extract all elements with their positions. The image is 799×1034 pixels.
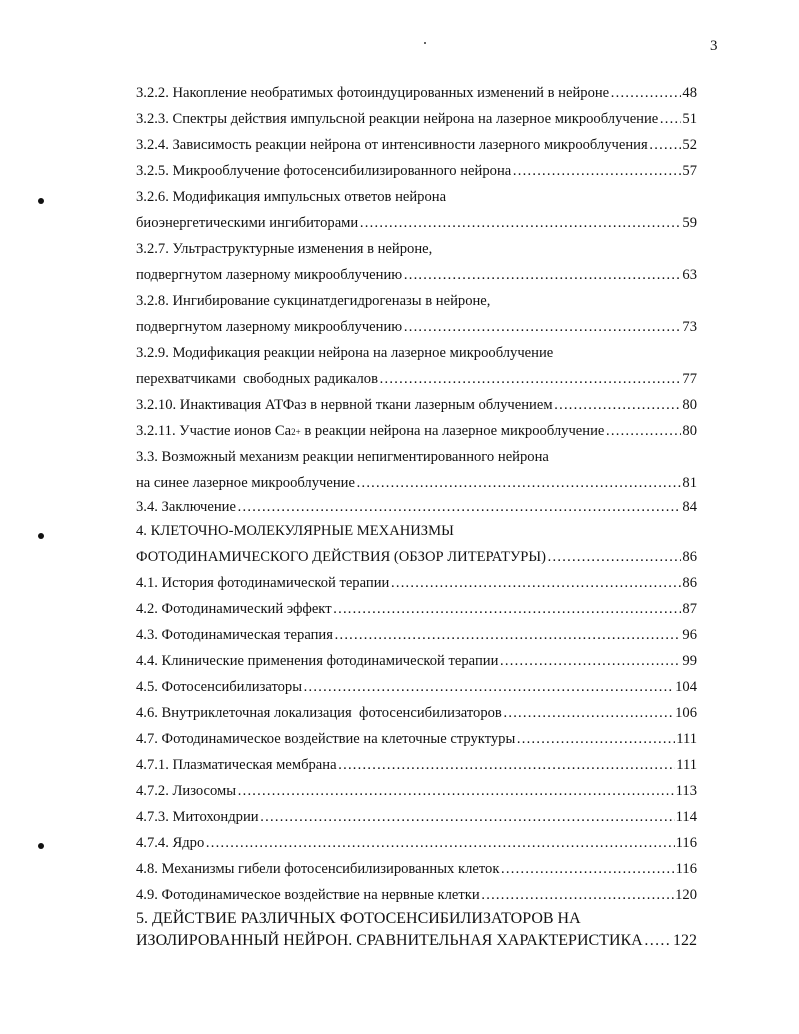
dot-leader bbox=[644, 930, 672, 952]
dot-leader bbox=[359, 210, 681, 236]
toc-entry-title: 4.6. Внутриклеточная локализация фотосенсибилизаторов bbox=[136, 705, 502, 721]
dot-leader bbox=[649, 132, 682, 158]
toc-entry-title: 3.2.5. Микрооблучение фотосенсибилизированного нейрона bbox=[136, 163, 512, 179]
toc-page-number: 116 bbox=[675, 835, 697, 851]
toc-entry-title: 4.3. Фотодинамическая терапия bbox=[136, 627, 333, 643]
toc-entry[interactable] bbox=[136, 392, 697, 418]
toc-page-number: 86 bbox=[682, 549, 697, 565]
binder-hole-mark bbox=[38, 843, 44, 849]
toc-entry[interactable] bbox=[136, 106, 697, 132]
toc-entry[interactable] bbox=[136, 830, 697, 856]
dot-leader bbox=[260, 804, 675, 830]
toc-entry-title-cont: в реакции нейрона на лазерное микрооблучение bbox=[300, 423, 605, 439]
toc-entry-title: ФОТОДИНАМИЧЕСКОГО ДЕЙСТВИЯ (ОБЗОР ЛИТЕРАТУРЫ) bbox=[136, 549, 546, 565]
toc-entry[interactable] bbox=[136, 544, 697, 570]
toc-entry-title: 3.2.2. Накопление необратимых фотоиндуцированных изменений в нейроне bbox=[136, 85, 610, 101]
toc-entry[interactable] bbox=[136, 80, 697, 106]
toc-entry-title: 3.2.8. Ингибирование сукцинатдегидрогеназы в нейроне, bbox=[136, 293, 491, 309]
toc-entry-title: 3.2.3. Спектры действия импульсной реакции нейрона на лазерное микрооблучение bbox=[136, 111, 659, 127]
dot-leader bbox=[356, 470, 681, 496]
toc-entry-title: 3.2.9. Модификация реакции нейрона на лазерное микрооблучение bbox=[136, 345, 554, 361]
dot-leader bbox=[500, 856, 674, 882]
dot-leader bbox=[516, 726, 675, 752]
toc-entry[interactable] bbox=[136, 726, 697, 752]
toc-entry-title: биоэнергетическими ингибиторами bbox=[136, 215, 359, 231]
toc-page-number: 111 bbox=[676, 731, 697, 747]
toc-page-number: 120 bbox=[675, 887, 697, 903]
toc-entry-title: 5. ДЕЙСТВИЕ РАЗЛИЧНЫХ ФОТОСЕНСИБИЛИЗАТОРОВ НА bbox=[136, 910, 581, 927]
toc-entry[interactable] bbox=[136, 804, 697, 830]
dot-leader bbox=[338, 752, 676, 778]
toc-entry-title: 4.8. Механизмы гибели фотосенсибилизированных клеток bbox=[136, 861, 500, 877]
toc-entry-title: 4.7.1. Плазматическая мембрана bbox=[136, 757, 337, 773]
toc-entry-title: подвергнутом лазерному микрооблучению bbox=[136, 267, 403, 283]
toc-entry[interactable] bbox=[136, 622, 697, 648]
binder-hole-mark bbox=[38, 198, 44, 204]
toc-entry[interactable] bbox=[136, 752, 697, 778]
toc-page-number: 87 bbox=[682, 601, 697, 617]
toc-entry[interactable] bbox=[136, 366, 697, 392]
toc-entry-title: 3.3. Возможный механизм реакции непигментированного нейрона bbox=[136, 449, 549, 465]
toc-entry[interactable] bbox=[136, 518, 697, 544]
toc-entry[interactable] bbox=[136, 856, 697, 882]
page-number: 3 bbox=[710, 38, 718, 54]
toc-page-number: 73 bbox=[682, 319, 697, 335]
toc-entry-title: на синее лазерное микрооблучение bbox=[136, 475, 355, 491]
toc-page-number: 99 bbox=[682, 653, 697, 669]
toc-page-number: 122 bbox=[673, 932, 697, 949]
dot-leader bbox=[605, 418, 681, 444]
toc-entry-title: 4.5. Фотосенсибилизаторы bbox=[136, 679, 303, 695]
toc-entry-title: 3.4. Заключение bbox=[136, 499, 236, 515]
toc-page-number: 96 bbox=[682, 627, 697, 643]
dot-leader bbox=[403, 314, 681, 340]
toc-page-number: 63 bbox=[682, 267, 697, 283]
toc-entry[interactable] bbox=[136, 444, 697, 470]
dot-leader bbox=[659, 106, 681, 132]
toc-entry[interactable] bbox=[136, 908, 697, 930]
toc-entry-title: 4.7.4. Ядро bbox=[136, 835, 205, 851]
table-of-contents bbox=[136, 80, 697, 952]
toc-page-number: 84 bbox=[682, 499, 697, 515]
toc-entry-title: 4.1. История фотодинамической терапии bbox=[136, 575, 390, 591]
toc-page-number: 80 bbox=[682, 423, 697, 439]
toc-entry[interactable] bbox=[136, 470, 697, 496]
dot-leader bbox=[403, 262, 681, 288]
toc-entry-title: 4.4. Клинические применения фотодинамической терапии bbox=[136, 653, 499, 669]
toc-entry[interactable] bbox=[136, 210, 697, 236]
toc-entry-title: 3.2.11. Участие ионов Ca bbox=[136, 423, 292, 439]
toc-entry-title: 4.7.3. Митохондрии bbox=[136, 809, 259, 825]
toc-page-number: 80 bbox=[682, 397, 697, 413]
toc-page-number: 106 bbox=[675, 705, 697, 721]
toc-entry[interactable] bbox=[136, 496, 697, 518]
dot-leader bbox=[379, 366, 681, 392]
toc-entry[interactable]: 3.2.11. Участие ионов Ca 2+ в реакции нейрона на лазерное микрооблучение …………………………………………………………………………………………………………………………………………………… 80 bbox=[136, 418, 697, 444]
toc-page-number: 116 bbox=[675, 861, 697, 877]
dot-leader bbox=[334, 622, 681, 648]
toc-entry-title: 4.2. Фотодинамический эффект bbox=[136, 601, 332, 617]
toc-page-number: 48 bbox=[682, 85, 697, 101]
dot-leader bbox=[503, 700, 674, 726]
toc-page-number: 51 bbox=[682, 111, 697, 127]
toc-entry-title: подвергнутом лазерному микрооблучению bbox=[136, 319, 403, 335]
dot-leader bbox=[499, 648, 681, 674]
toc-page-number: 57 bbox=[682, 163, 697, 179]
toc-page-number: 113 bbox=[675, 783, 697, 799]
toc-entry-title: 4. КЛЕТОЧНО-МОЛЕКУЛЯРНЫЕ МЕХАНИЗМЫ bbox=[136, 523, 454, 539]
toc-entry[interactable] bbox=[136, 700, 697, 726]
toc-entry[interactable] bbox=[136, 882, 697, 908]
binder-hole-mark bbox=[38, 533, 44, 539]
toc-entry-title: 4.9. Фотодинамическое воздействие на нервные клетки bbox=[136, 887, 480, 903]
toc-entry[interactable] bbox=[136, 596, 697, 622]
toc-entry-title: ИЗОЛИРОВАННЫЙ НЕЙРОН. СРАВНИТЕЛЬНАЯ ХАРАКТЕРИСТИКА bbox=[136, 932, 643, 949]
toc-page-number: 111 bbox=[676, 757, 697, 773]
toc-entry[interactable] bbox=[136, 288, 697, 314]
dot-leader bbox=[610, 80, 681, 106]
toc-entry[interactable] bbox=[136, 778, 697, 804]
toc-entry[interactable] bbox=[136, 262, 697, 288]
toc-entry[interactable] bbox=[136, 236, 697, 262]
toc-entry-title: 3.2.10. Инактивация АТФаз в нервной ткани лазерным облучением bbox=[136, 397, 553, 413]
toc-entry-title: 3.2.7. Ультраструктурные изменения в нейроне, bbox=[136, 241, 433, 257]
toc-entry-title: 4.7. Фотодинамическое воздействие на клеточные структуры bbox=[136, 731, 516, 747]
toc-entry[interactable] bbox=[136, 930, 697, 952]
toc-page-number: 114 bbox=[675, 809, 697, 825]
dot-leader bbox=[333, 596, 682, 622]
toc-entry[interactable] bbox=[136, 184, 697, 210]
toc-entry-title: 3.2.6. Модификация импульсных ответов нейрона bbox=[136, 189, 447, 205]
dot-leader bbox=[554, 392, 682, 418]
dot-leader bbox=[205, 830, 674, 856]
dot-leader bbox=[481, 882, 674, 908]
dot-leader bbox=[237, 778, 675, 804]
toc-entry[interactable] bbox=[136, 132, 697, 158]
toc-page-number: 59 bbox=[682, 215, 697, 231]
dot-leader bbox=[512, 158, 681, 184]
dot-leader bbox=[237, 496, 681, 518]
toc-entry[interactable] bbox=[136, 314, 697, 340]
toc-entry[interactable] bbox=[136, 648, 697, 674]
toc-entry-title: 4.7.2. Лизосомы bbox=[136, 783, 237, 799]
toc-entry[interactable] bbox=[136, 674, 697, 700]
toc-entry-title: перехватчиками свободных радикалов bbox=[136, 371, 378, 387]
toc-entry[interactable] bbox=[136, 158, 697, 184]
toc-page-number: 81 bbox=[682, 475, 697, 491]
toc-page-number: 52 bbox=[682, 137, 697, 153]
dot-leader bbox=[390, 570, 681, 596]
toc-page-number: 77 bbox=[682, 371, 697, 387]
toc-entry[interactable] bbox=[136, 570, 697, 596]
toc-entry[interactable] bbox=[136, 340, 697, 366]
scan-speck bbox=[424, 42, 426, 44]
dot-leader bbox=[547, 544, 681, 570]
dot-leader bbox=[303, 674, 674, 700]
toc-page-number: 86 bbox=[682, 575, 697, 591]
toc-page-number: 104 bbox=[675, 679, 697, 695]
toc-entry-title: 3.2.4. Зависимость реакции нейрона от интенсивности лазерного микрооблучения bbox=[136, 137, 648, 153]
